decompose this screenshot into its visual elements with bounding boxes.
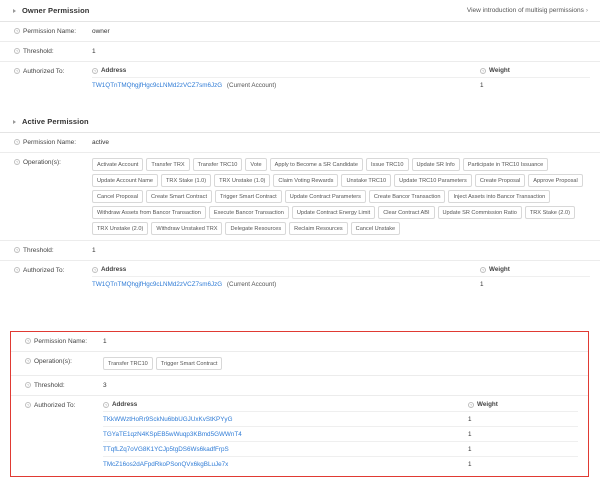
help-icon[interactable]: ? xyxy=(93,68,97,74)
operation-chip[interactable]: Update TRC10 Parameters xyxy=(394,174,472,187)
owner-authorized-label xyxy=(14,67,92,76)
weight-cell: 1 xyxy=(480,281,484,288)
active-threshold-value: 1 xyxy=(92,247,96,254)
label-text: Authorized To: xyxy=(23,68,65,75)
operation-chip[interactable]: Update SR Info xyxy=(412,158,460,171)
owner-permission-name-label xyxy=(14,27,92,36)
label-text: Permission Name: xyxy=(23,139,77,146)
label-text: Operation(s): xyxy=(34,358,72,365)
operation-chip[interactable]: TRX Stake (1.0) xyxy=(161,174,211,187)
label-text: Authorized To: xyxy=(34,402,76,409)
operation-chip[interactable]: Execute Bancor Transaction xyxy=(209,206,289,219)
address-cell xyxy=(103,416,468,423)
table-row xyxy=(92,276,590,291)
operation-chip[interactable]: Trigger Smart Contract xyxy=(215,190,282,203)
active-authorized-label xyxy=(14,266,92,275)
active-permission-title: Active Permission xyxy=(22,117,89,126)
weight-cell: 1 xyxy=(480,82,484,89)
operation-chip[interactable]: Participate in TRC10 Issuance xyxy=(463,158,548,171)
custom-authorized-rows xyxy=(103,411,578,471)
caret-right-icon[interactable] xyxy=(13,120,16,124)
column-address-label: Address xyxy=(112,401,138,408)
column-weight xyxy=(480,67,590,74)
owner-permission-name-value: owner xyxy=(92,28,110,35)
label-text: Permission Name: xyxy=(34,338,88,345)
help-icon[interactable]: ? xyxy=(469,402,473,408)
help-icon[interactable]: ? xyxy=(15,248,19,253)
custom-threshold-value: 3 xyxy=(103,382,107,389)
help-icon[interactable]: ? xyxy=(26,339,30,344)
operation-chip[interactable]: Transfer TRC10 xyxy=(103,357,153,370)
operation-chip[interactable]: Create Bancor Transaction xyxy=(369,190,446,203)
weight-cell: 1 xyxy=(468,446,472,453)
owner-threshold-label xyxy=(14,47,92,56)
custom-threshold-label xyxy=(25,381,103,390)
operation-chip[interactable]: Inject Assets into Bancor Transaction xyxy=(448,190,550,203)
help-icon[interactable]: ? xyxy=(26,383,30,388)
operation-chip[interactable]: Create Smart Contract xyxy=(146,190,212,203)
help-icon[interactable]: ? xyxy=(481,267,485,273)
operation-chip[interactable]: Create Proposal xyxy=(475,174,525,187)
address-note: (Current Account) xyxy=(226,281,277,288)
help-icon[interactable]: ? xyxy=(26,403,30,408)
address-link[interactable]: TGYaTE1qzN4KSpEB5wWuqp3KBmd5GWWnT4 xyxy=(103,431,242,438)
custom-threshold-row xyxy=(11,375,588,395)
help-icon[interactable]: ? xyxy=(15,140,19,145)
address-cell xyxy=(103,431,468,438)
operation-chip[interactable]: Update Account Name xyxy=(92,174,158,187)
owner-threshold-row xyxy=(0,41,600,61)
column-weight xyxy=(468,401,578,408)
table-row xyxy=(103,441,578,456)
operation-chip[interactable]: Issue TRC10 xyxy=(366,158,409,171)
address-cell xyxy=(103,446,468,453)
custom-authorized-row xyxy=(11,395,588,476)
address-link[interactable]: TW1QTnTMQhgjfHgc9cLNMd2zVCZ7sm6JzG xyxy=(92,82,223,89)
operation-chip-list xyxy=(92,158,590,235)
active-permission-name-row xyxy=(0,132,600,152)
label-text: Permission Name: xyxy=(23,28,77,35)
operation-chip[interactable]: Withdraw Unstaked TRX xyxy=(151,222,222,235)
active-permission-name-label xyxy=(14,138,92,147)
section-spacer xyxy=(0,97,600,111)
active-authorized-table xyxy=(92,266,590,291)
owner-threshold-value: 1 xyxy=(92,48,96,55)
multisig-intro-link[interactable] xyxy=(467,7,588,14)
operation-chip[interactable]: Reclaim Resources xyxy=(289,222,348,235)
custom-operations-row xyxy=(11,351,588,375)
table-row xyxy=(103,456,578,471)
active-operations-value xyxy=(92,158,590,235)
active-operations-label xyxy=(14,158,92,167)
help-icon[interactable]: ? xyxy=(93,267,97,273)
operation-chip[interactable]: Activate Account xyxy=(92,158,143,171)
operation-chip[interactable]: Cancel Proposal xyxy=(92,190,143,203)
help-icon[interactable]: ? xyxy=(15,268,19,273)
label-text: Threshold: xyxy=(23,247,54,254)
label-text: Authorized To: xyxy=(23,267,65,274)
label-text: Threshold: xyxy=(23,48,54,55)
column-weight-label: Weight xyxy=(477,401,498,408)
column-address xyxy=(103,401,468,408)
owner-authorized-table xyxy=(92,67,590,92)
address-cell xyxy=(92,82,480,89)
active-threshold-row xyxy=(0,240,600,260)
column-weight-label: Weight xyxy=(489,266,510,273)
active-permission-name-value: active xyxy=(92,139,109,146)
help-icon[interactable]: ? xyxy=(481,68,485,74)
chevron-right-icon: › xyxy=(585,7,588,14)
help-icon[interactable]: ? xyxy=(104,402,108,408)
address-link[interactable]: TKkWWztHoRr9SckNu6bbUGJUxKvStKPYyG xyxy=(103,416,233,423)
highlighted-permission-box xyxy=(10,331,589,477)
owner-permission-name-row xyxy=(0,21,600,41)
active-permission-header[interactable] xyxy=(0,111,600,132)
table-header xyxy=(92,266,590,276)
table-row xyxy=(103,411,578,426)
operation-chip[interactable]: TRX Stake (2.0) xyxy=(525,206,575,219)
operation-chip[interactable]: Withdraw Assets from Bancor Transaction xyxy=(92,206,206,219)
column-address xyxy=(92,266,480,273)
custom-operations-label xyxy=(25,357,103,366)
operation-chip[interactable]: Unstake TRC10 xyxy=(341,174,391,187)
operation-chip[interactable]: Delegate Resources xyxy=(225,222,286,235)
address-link[interactable]: TTqfLZq7oVG8K1YCJp5tgDS6Ws6kadfFrpS xyxy=(103,446,229,453)
help-icon[interactable]: ? xyxy=(15,160,19,165)
custom-permission-name-label xyxy=(25,337,103,346)
column-weight-label: Weight xyxy=(489,67,510,74)
caret-right-icon[interactable] xyxy=(13,9,16,13)
weight-cell: 1 xyxy=(468,416,472,423)
owner-authorized-row xyxy=(0,61,600,97)
address-link[interactable]: TMcZ16os2dAFpdRkoPSonQVx6kgBLuJe7x xyxy=(103,461,229,468)
table-row xyxy=(103,426,578,441)
operation-chip[interactable]: Claim Voting Rewards xyxy=(273,174,338,187)
column-address-label: Address xyxy=(101,266,127,273)
address-cell xyxy=(103,461,468,468)
help-icon[interactable]: ? xyxy=(26,359,30,364)
custom-operations-value xyxy=(103,357,578,370)
help-icon[interactable]: ? xyxy=(15,29,19,34)
weight-cell: 1 xyxy=(468,461,472,468)
operation-chip[interactable]: Update Contract Parameters xyxy=(285,190,366,203)
operation-chip[interactable]: Vote xyxy=(245,158,266,171)
help-icon[interactable]: ? xyxy=(15,69,19,74)
address-note: (Current Account) xyxy=(226,82,277,89)
active-threshold-label xyxy=(14,246,92,255)
operation-chip[interactable]: Cancel Unstake xyxy=(351,222,401,235)
custom-authorized-table xyxy=(103,401,578,471)
operation-chip[interactable]: Transfer TRX xyxy=(146,158,189,171)
owner-permission-header[interactable] xyxy=(0,0,600,21)
address-cell xyxy=(92,281,480,288)
table-header xyxy=(103,401,578,411)
column-weight xyxy=(480,266,590,273)
operation-chip[interactable]: Clear Contract ABI xyxy=(378,206,434,219)
operation-chip[interactable]: TRX Unstake (2.0) xyxy=(92,222,148,235)
owner-permission-title: Owner Permission xyxy=(22,6,90,15)
column-address xyxy=(92,67,480,74)
help-icon[interactable]: ? xyxy=(15,49,19,54)
label-text: Operation(s): xyxy=(23,159,61,166)
custom-authorized-label xyxy=(25,401,103,410)
weight-cell: 1 xyxy=(468,431,472,438)
custom-permission-name-value: 1 xyxy=(103,338,107,345)
operation-chip-list xyxy=(103,357,578,370)
active-authorized-row xyxy=(0,260,600,296)
table-row xyxy=(92,77,590,92)
operation-chip[interactable]: Update SR Commission Ratio xyxy=(438,206,522,219)
operation-chip[interactable]: Approve Proposal xyxy=(528,174,582,187)
active-operations-row xyxy=(0,152,600,240)
label-text: Threshold: xyxy=(34,382,65,389)
operation-chip[interactable]: TRX Unstake (1.0) xyxy=(214,174,270,187)
operation-chip[interactable]: Trigger Smart Contract xyxy=(156,357,223,370)
custom-permission-name-row xyxy=(11,332,588,351)
multisig-intro-label: View introduction of multisig permissions xyxy=(466,7,584,14)
address-link[interactable]: TW1QTnTMQhgjfHgc9cLNMd2zVCZ7sm6JzG xyxy=(92,281,223,288)
operation-chip[interactable]: Apply to Become a SR Candidate xyxy=(270,158,363,171)
table-header xyxy=(92,67,590,77)
column-address-label: Address xyxy=(101,67,127,74)
operation-chip[interactable]: Transfer TRC10 xyxy=(193,158,243,171)
operation-chip[interactable]: Update Contract Energy Limit xyxy=(292,206,375,219)
